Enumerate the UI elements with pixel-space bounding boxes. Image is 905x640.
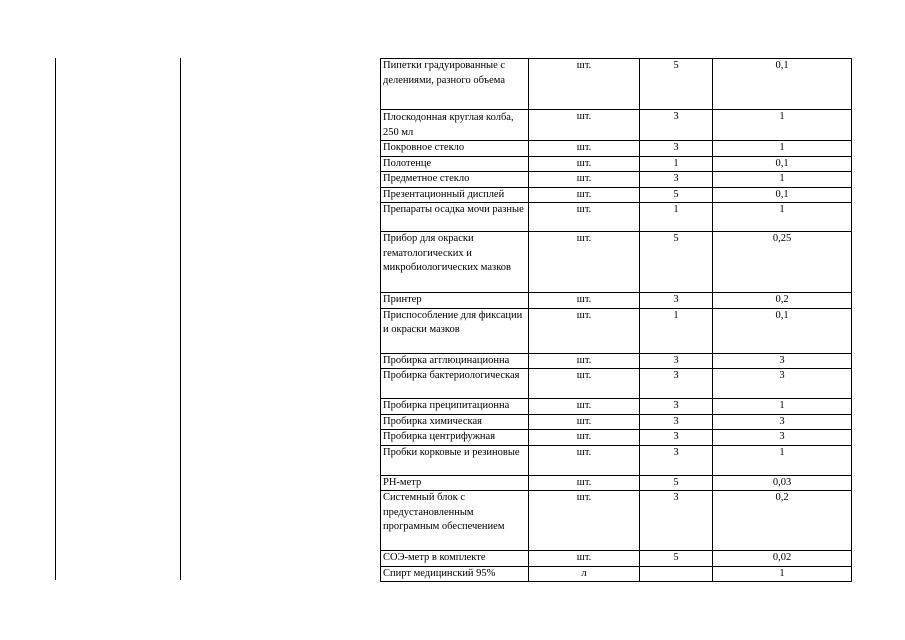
item-quantity: 3 [640,491,713,551]
table-row [381,110,852,141]
item-unit: шт. [529,203,640,232]
item-coefficient: 0,1 [713,308,852,353]
item-name: Полотенце [381,156,529,172]
item-quantity [640,566,713,582]
item-coefficient: 1 [713,172,852,188]
item-quantity: 3 [640,399,713,415]
table-row [381,430,852,446]
item-name: СОЭ-метр в комплекте [381,551,529,567]
table-row [381,308,852,353]
item-unit: шт. [529,353,640,369]
item-coefficient: 1 [713,399,852,415]
item-unit: шт. [529,551,640,567]
item-coefficient: 0,1 [713,156,852,172]
table-row [381,187,852,203]
item-name: Плоскодонная круглая колба, 250 мл [381,110,529,141]
item-name: Принтер [381,293,529,309]
item-unit: шт. [529,369,640,399]
table-row [381,491,852,551]
item-coefficient: 1 [713,566,852,582]
item-coefficient: 0,03 [713,475,852,491]
item-quantity: 5 [640,232,713,293]
item-unit: шт. [529,59,640,110]
item-quantity: 3 [640,110,713,141]
item-name: Покровное стекло [381,141,529,157]
item-name: Препараты осадка мочи разные [381,203,529,232]
equipment-table [380,58,852,582]
item-quantity: 5 [640,551,713,567]
item-name: Пробирка центрифужная [381,430,529,446]
item-quantity: 1 [640,308,713,353]
item-coefficient: 3 [713,414,852,430]
item-unit: шт. [529,399,640,415]
item-quantity: 3 [640,141,713,157]
item-unit: шт. [529,445,640,475]
table-row [381,551,852,567]
item-name: Пробирка агглюцинационна [381,353,529,369]
item-name: Презентационный дисплей [381,187,529,203]
column-border-left [55,58,56,580]
item-name: Прибор для окраски гематологических и микробиологических мазков [381,232,529,293]
item-unit: шт. [529,414,640,430]
item-unit: шт. [529,141,640,157]
item-coefficient: 1 [713,445,852,475]
table-row [381,203,852,232]
item-quantity: 3 [640,369,713,399]
item-name: PH-метр [381,475,529,491]
item-unit: шт. [529,156,640,172]
item-name: Предметное стекло [381,172,529,188]
item-name: Системный блок с предустановленным програмным обеспечением [381,491,529,551]
item-coefficient: 0,02 [713,551,852,567]
column-border-middle [180,58,181,580]
item-quantity: 3 [640,293,713,309]
table-row [381,475,852,491]
table-row [381,293,852,309]
item-coefficient: 3 [713,430,852,446]
item-quantity: 1 [640,203,713,232]
item-name: Приспособление для фиксации и окраски мазков [381,308,529,353]
item-quantity: 5 [640,475,713,491]
item-unit: шт. [529,491,640,551]
table-row [381,59,852,110]
item-coefficient: 3 [713,369,852,399]
item-unit: шт. [529,110,640,141]
table-row [381,232,852,293]
table-row [381,369,852,399]
item-coefficient: 0,2 [713,293,852,309]
item-quantity: 3 [640,414,713,430]
table-row [381,445,852,475]
item-name: Спирт медицинский 95% [381,566,529,582]
item-coefficient: 1 [713,203,852,232]
table-row [381,566,852,582]
item-coefficient: 1 [713,141,852,157]
item-unit: шт. [529,293,640,309]
item-coefficient: 0,25 [713,232,852,293]
item-coefficient: 3 [713,353,852,369]
table-row [381,156,852,172]
item-name: Пробки корковые и резиновые [381,445,529,475]
table-row [381,414,852,430]
item-name: Пробирка химическая [381,414,529,430]
item-quantity: 3 [640,445,713,475]
item-unit: шт. [529,232,640,293]
item-quantity: 3 [640,353,713,369]
table-row [381,399,852,415]
item-coefficient: 0,1 [713,59,852,110]
item-unit: шт. [529,172,640,188]
item-name: Пипетки градуированные с делениями, разного объема [381,59,529,110]
item-unit: шт. [529,187,640,203]
table-row [381,172,852,188]
item-name: Пробирка преципитационна [381,399,529,415]
item-unit: шт. [529,475,640,491]
item-quantity: 5 [640,187,713,203]
item-name: Пробирка бактериологическая [381,369,529,399]
item-quantity: 1 [640,156,713,172]
table-row [381,141,852,157]
item-quantity: 3 [640,172,713,188]
item-unit: шт. [529,430,640,446]
item-coefficient: 1 [713,110,852,141]
item-coefficient: 0,1 [713,187,852,203]
item-coefficient: 0,2 [713,491,852,551]
item-quantity: 3 [640,430,713,446]
item-quantity: 5 [640,59,713,110]
item-unit: л [529,566,640,582]
item-unit: шт. [529,308,640,353]
table-row [381,353,852,369]
